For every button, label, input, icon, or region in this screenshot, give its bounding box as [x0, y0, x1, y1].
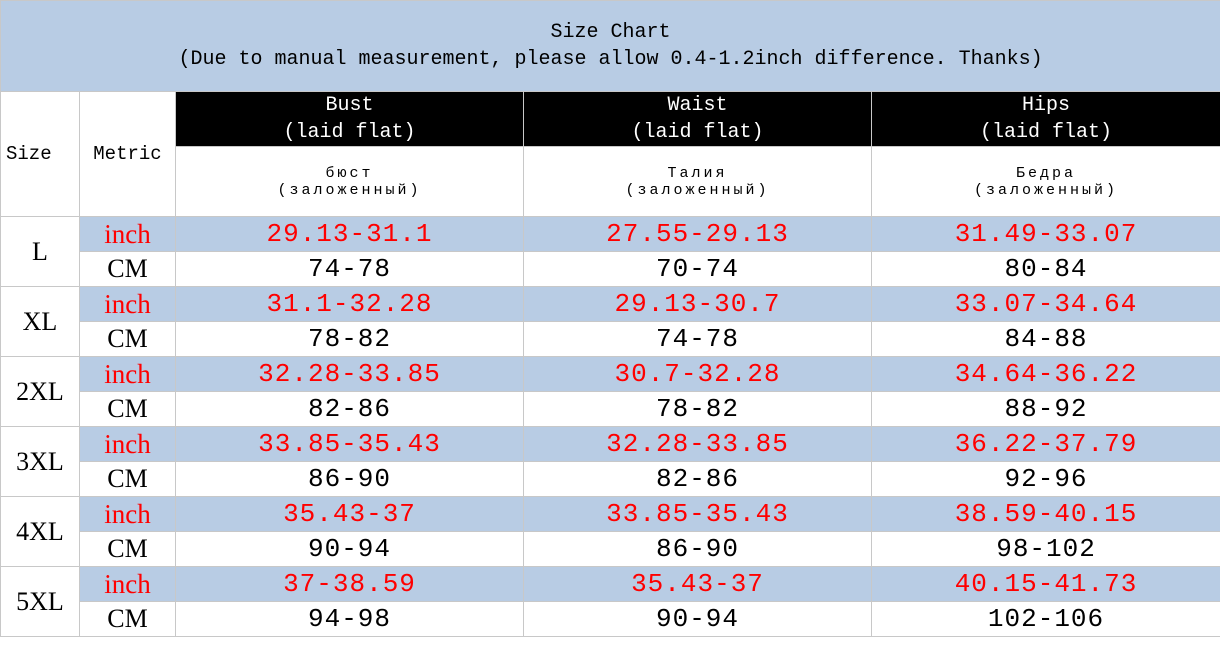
- waist-cm-value: 78-82: [524, 392, 872, 427]
- bust-cm-value: 90-94: [176, 532, 524, 567]
- metric-cm-label: CM: [80, 252, 176, 287]
- bust-russian-label: бюст: [325, 164, 374, 182]
- waist-russian-label: Талия: [667, 164, 728, 182]
- table-row: [1, 532, 1220, 567]
- bust-inch-value: 31.1-32.28: [176, 287, 524, 322]
- table-row: [1, 602, 1220, 637]
- table-row: [1, 252, 1220, 287]
- hips-header-label: Hips: [1022, 94, 1071, 117]
- metric-inch-label: inch: [80, 357, 176, 392]
- table-row: [1, 217, 1220, 252]
- hips-inch-value: 36.22-37.79: [872, 427, 1220, 462]
- waist-inch-value: 30.7-32.28: [524, 357, 872, 392]
- hips-russian-sub: (заложенный): [974, 181, 1119, 199]
- table-row: [1, 357, 1220, 392]
- bust-header-label: Bust: [325, 94, 374, 117]
- table-row: [1, 322, 1220, 357]
- waist-inch-value: 35.43-37: [524, 567, 872, 602]
- title-main: Size Chart: [550, 21, 671, 44]
- metric-inch-label: inch: [80, 497, 176, 532]
- waist-header-label: Waist: [667, 94, 728, 117]
- waist-header-sub: (laid flat): [631, 121, 764, 144]
- bust-cm-value: 86-90: [176, 462, 524, 497]
- bust-cm-value: 78-82: [176, 322, 524, 357]
- bust-inch-value: 33.85-35.43: [176, 427, 524, 462]
- waist-cm-value: 86-90: [524, 532, 872, 567]
- waist-inch-value: 29.13-30.7: [524, 287, 872, 322]
- bust-inch-value: 32.28-33.85: [176, 357, 524, 392]
- bust-russian-sub: (заложенный): [277, 181, 422, 199]
- bust-cm-value: 74-78: [176, 252, 524, 287]
- bust-inch-value: 29.13-31.1: [176, 217, 524, 252]
- table-row: [1, 497, 1220, 532]
- table-row: [1, 287, 1220, 322]
- hips-cm-value: 88-92: [872, 392, 1220, 427]
- metric-inch-label: inch: [80, 567, 176, 602]
- metric-cm-label: CM: [80, 532, 176, 567]
- waist-cm-value: 90-94: [524, 602, 872, 637]
- bust-cm-value: 82-86: [176, 392, 524, 427]
- hips-inch-value: 38.59-40.15: [872, 497, 1220, 532]
- waist-cm-value: 70-74: [524, 252, 872, 287]
- hips-inch-value: 34.64-36.22: [872, 357, 1220, 392]
- header-row: [1, 92, 1220, 147]
- size-label: XL: [1, 287, 80, 357]
- size-label: L: [1, 217, 80, 287]
- waist-inch-value: 33.85-35.43: [524, 497, 872, 532]
- metric-cm-label: CM: [80, 392, 176, 427]
- title-note: (Due to manual measurement, please allow 0.4-1.2inch difference. Thanks): [178, 48, 1043, 71]
- hips-russian-label: Бедра: [1016, 164, 1077, 182]
- waist-russian-header: [524, 147, 872, 217]
- hips-header-sub: (laid flat): [980, 121, 1113, 144]
- hips-cm-value: 80-84: [872, 252, 1220, 287]
- waist-cm-value: 74-78: [524, 322, 872, 357]
- table-row: [1, 462, 1220, 497]
- size-header-label: Size: [6, 143, 52, 165]
- hips-cm-value: 84-88: [872, 322, 1220, 357]
- hips-column-header: [872, 92, 1220, 147]
- title-row: [1, 1, 1220, 92]
- size-label: 3XL: [1, 427, 80, 497]
- bust-column-header: [176, 92, 524, 147]
- bust-russian-header: [176, 147, 524, 217]
- bust-header-sub: (laid flat): [283, 121, 416, 144]
- metric-inch-label: inch: [80, 217, 176, 252]
- table-row: [1, 392, 1220, 427]
- hips-russian-header: [872, 147, 1220, 217]
- metric-cm-label: CM: [80, 322, 176, 357]
- hips-cm-value: 102-106: [872, 602, 1220, 637]
- size-label: 5XL: [1, 567, 80, 637]
- size-label: 4XL: [1, 497, 80, 567]
- waist-inch-value: 27.55-29.13: [524, 217, 872, 252]
- table-row: [1, 427, 1220, 462]
- bust-inch-value: 35.43-37: [176, 497, 524, 532]
- metric-header-label: Metric: [93, 143, 162, 165]
- metric-inch-label: inch: [80, 287, 176, 322]
- size-column-header: [1, 92, 80, 217]
- hips-cm-value: 92-96: [872, 462, 1220, 497]
- hips-inch-value: 33.07-34.64: [872, 287, 1220, 322]
- bust-inch-value: 37-38.59: [176, 567, 524, 602]
- metric-inch-label: inch: [80, 427, 176, 462]
- waist-column-header: [524, 92, 872, 147]
- table-row: [1, 567, 1220, 602]
- bust-cm-value: 94-98: [176, 602, 524, 637]
- waist-russian-sub: (заложенный): [625, 181, 770, 199]
- hips-cm-value: 98-102: [872, 532, 1220, 567]
- waist-cm-value: 82-86: [524, 462, 872, 497]
- waist-inch-value: 32.28-33.85: [524, 427, 872, 462]
- chart-title: [1, 1, 1220, 92]
- metric-cm-label: CM: [80, 462, 176, 497]
- hips-inch-value: 40.15-41.73: [872, 567, 1220, 602]
- metric-column-header: [80, 92, 176, 217]
- size-label: 2XL: [1, 357, 80, 427]
- metric-cm-label: CM: [80, 602, 176, 637]
- hips-inch-value: 31.49-33.07: [872, 217, 1220, 252]
- russian-header-row: [1, 147, 1220, 217]
